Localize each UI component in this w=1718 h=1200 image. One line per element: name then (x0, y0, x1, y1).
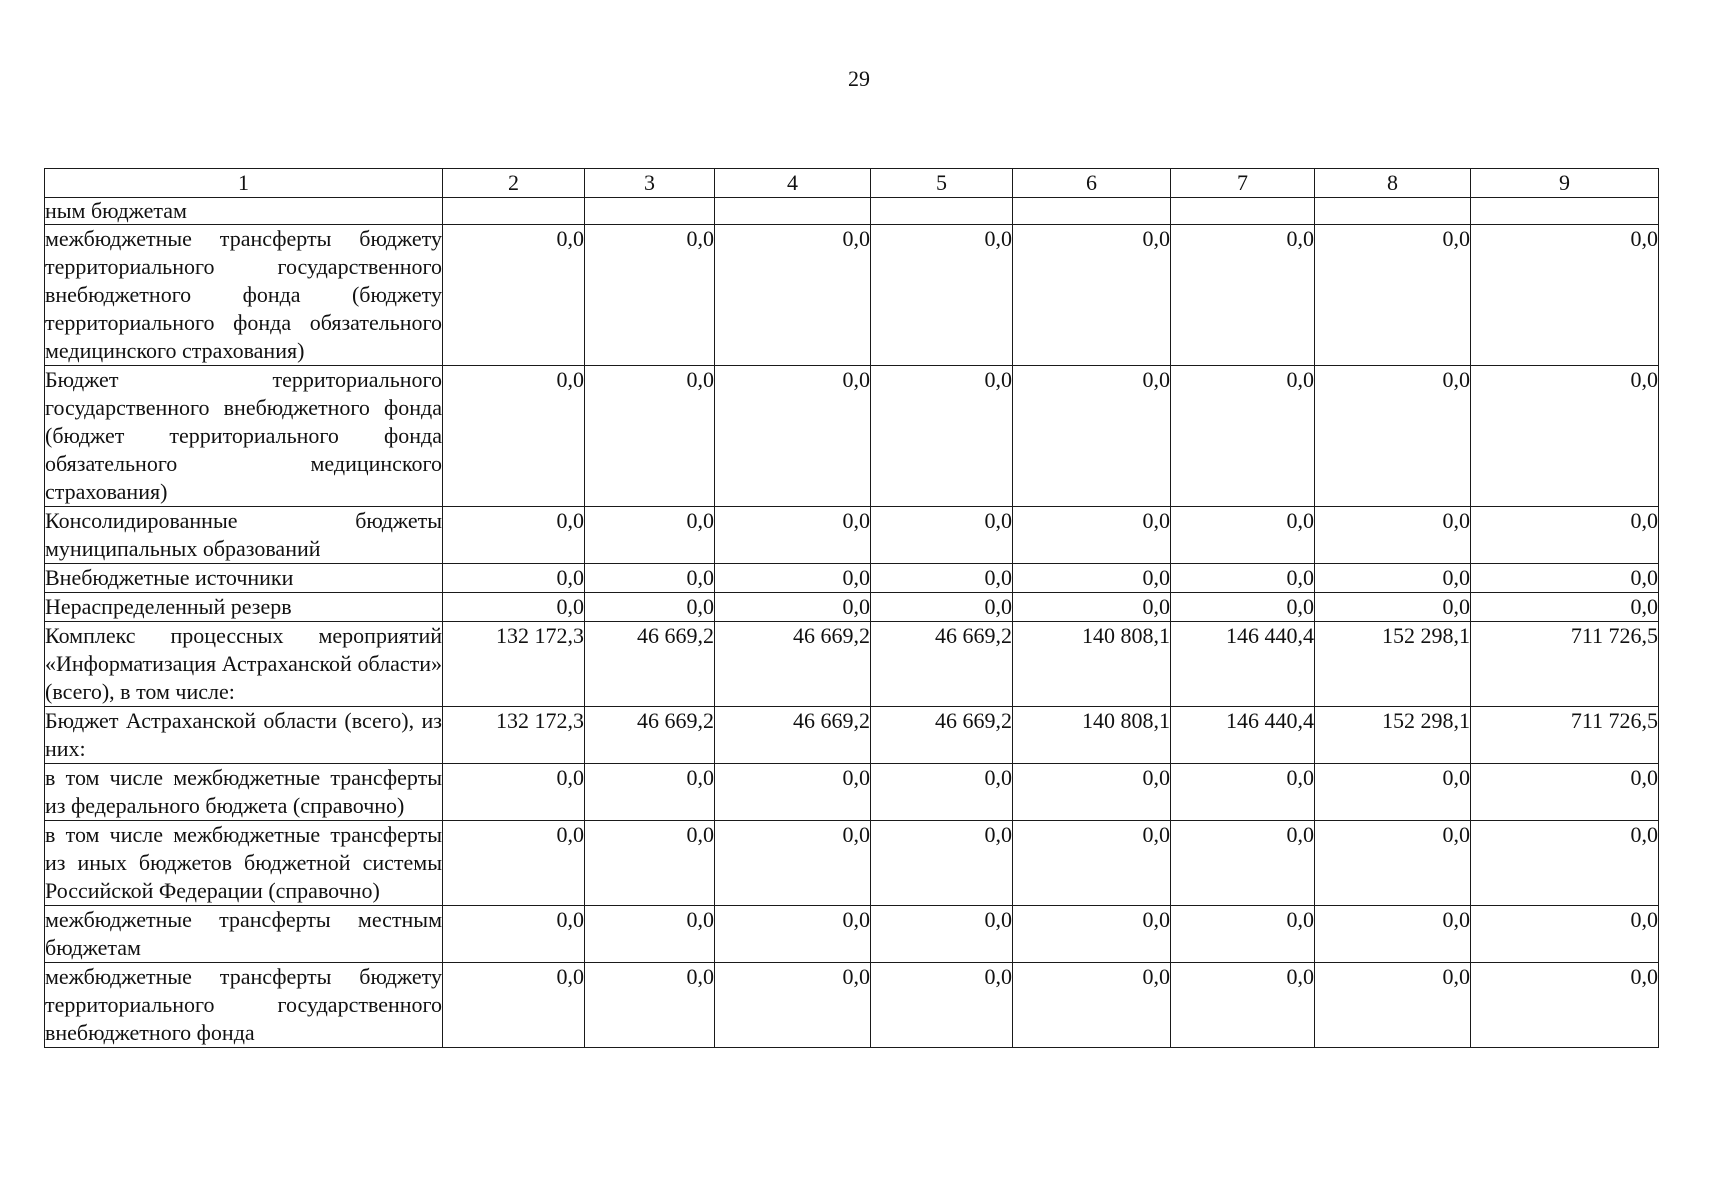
cell-value: 140 808,1 (1013, 707, 1171, 764)
cell-value: 132 172,3 (443, 622, 585, 707)
cell-value: 46 669,2 (871, 707, 1013, 764)
column-header: 7 (1171, 169, 1315, 198)
cell-value: 0,0 (871, 564, 1013, 593)
cell-value (1471, 198, 1659, 225)
cell-value: 0,0 (1013, 593, 1171, 622)
row-label: межбюджетные трансферты местным бюджетам (45, 906, 443, 963)
cell-value: 0,0 (1171, 366, 1315, 507)
cell-value: 0,0 (1315, 593, 1471, 622)
cell-value (715, 198, 871, 225)
cell-value: 132 172,3 (443, 707, 585, 764)
cell-value: 0,0 (1315, 507, 1471, 564)
cell-value: 0,0 (1315, 963, 1471, 1048)
cell-value: 0,0 (871, 366, 1013, 507)
table-row (45, 225, 1659, 366)
row-label: межбюджетные трансферты бюджету территориального государственного внебюджетного фонда (45, 963, 443, 1048)
cell-value: 0,0 (715, 225, 871, 366)
row-label: в том числе межбюджетные трансферты из федерального бюджета (справочно) (45, 764, 443, 821)
cell-value: 0,0 (871, 225, 1013, 366)
column-header: 5 (871, 169, 1013, 198)
cell-value: 0,0 (1013, 366, 1171, 507)
cell-value: 0,0 (443, 764, 585, 821)
cell-value: 0,0 (1471, 564, 1659, 593)
cell-value (443, 198, 585, 225)
cell-value: 0,0 (585, 764, 715, 821)
row-label: ным бюджетам (45, 198, 443, 225)
cell-value: 0,0 (1013, 507, 1171, 564)
cell-value: 0,0 (715, 507, 871, 564)
cell-value: 0,0 (715, 963, 871, 1048)
table-row (45, 507, 1659, 564)
cell-value: 0,0 (443, 507, 585, 564)
cell-value: 0,0 (1471, 507, 1659, 564)
cell-value: 152 298,1 (1315, 622, 1471, 707)
cell-value: 0,0 (585, 821, 715, 906)
column-header: 6 (1013, 169, 1171, 198)
cell-value: 46 669,2 (871, 622, 1013, 707)
cell-value: 0,0 (715, 821, 871, 906)
row-label: межбюджетные трансферты бюджету территориального государственного внебюджетного фонда (бюджету территориального фонда обязательного медицинского страхования) (45, 225, 443, 366)
cell-value: 0,0 (1171, 963, 1315, 1048)
cell-value: 0,0 (585, 225, 715, 366)
cell-value: 0,0 (585, 963, 715, 1048)
cell-value: 0,0 (1171, 564, 1315, 593)
cell-value: 0,0 (443, 225, 585, 366)
cell-value: 0,0 (1315, 821, 1471, 906)
cell-value: 46 669,2 (715, 707, 871, 764)
cell-value: 0,0 (443, 906, 585, 963)
table-row (45, 821, 1659, 906)
cell-value: 0,0 (443, 963, 585, 1048)
cell-value: 0,0 (1471, 593, 1659, 622)
cell-value (1013, 198, 1171, 225)
cell-value: 146 440,4 (1171, 622, 1315, 707)
column-header: 2 (443, 169, 585, 198)
row-label: Нераспределенный резерв (45, 593, 443, 622)
column-header: 9 (1471, 169, 1659, 198)
cell-value: 0,0 (1171, 764, 1315, 821)
cell-value: 140 808,1 (1013, 622, 1171, 707)
cell-value: 0,0 (1013, 963, 1171, 1048)
cell-value: 0,0 (1471, 821, 1659, 906)
table-row (45, 366, 1659, 507)
cell-value: 46 669,2 (585, 622, 715, 707)
row-label: Бюджет территориального государственного внебюджетного фонда (бюджет территориального фонда обязательного медицинского страхования) (45, 366, 443, 507)
cell-value: 0,0 (443, 366, 585, 507)
row-label: Внебюджетные источники (45, 564, 443, 593)
column-number-row (45, 169, 1659, 198)
cell-value: 0,0 (1315, 906, 1471, 963)
cell-value: 0,0 (1171, 906, 1315, 963)
cell-value (1315, 198, 1471, 225)
cell-value: 711 726,5 (1471, 622, 1659, 707)
cell-value: 0,0 (585, 906, 715, 963)
cell-value: 711 726,5 (1471, 707, 1659, 764)
cell-value (871, 198, 1013, 225)
cell-value (585, 198, 715, 225)
cell-value: 0,0 (1471, 225, 1659, 366)
table-row (45, 764, 1659, 821)
cell-value: 146 440,4 (1171, 707, 1315, 764)
cell-value: 152 298,1 (1315, 707, 1471, 764)
row-label: Комплекс процессных мероприятий «Информатизация Астраханской области» (всего), в том числе: (45, 622, 443, 707)
cell-value: 0,0 (585, 564, 715, 593)
cell-value: 0,0 (715, 593, 871, 622)
column-header: 1 (45, 169, 443, 198)
budget-table (44, 168, 1659, 1048)
cell-value: 0,0 (1315, 564, 1471, 593)
row-label: Консолидированные бюджеты муниципальных образований (45, 507, 443, 564)
cell-value: 0,0 (1171, 507, 1315, 564)
table-row (45, 906, 1659, 963)
cell-value: 0,0 (1013, 821, 1171, 906)
cell-value: 0,0 (715, 764, 871, 821)
cell-value: 0,0 (1171, 225, 1315, 366)
cell-value: 0,0 (871, 906, 1013, 963)
cell-value: 0,0 (1315, 366, 1471, 507)
page-number: 29 (848, 66, 870, 91)
cell-value: 0,0 (871, 963, 1013, 1048)
table-row (45, 622, 1659, 707)
cell-value: 0,0 (871, 507, 1013, 564)
cell-value: 0,0 (715, 906, 871, 963)
cell-value: 0,0 (715, 366, 871, 507)
cell-value: 0,0 (1013, 764, 1171, 821)
column-header: 8 (1315, 169, 1471, 198)
cell-value: 0,0 (715, 564, 871, 593)
cell-value: 0,0 (443, 564, 585, 593)
cell-value (1171, 198, 1315, 225)
table-row (45, 198, 1659, 225)
cell-value: 0,0 (585, 593, 715, 622)
table-row (45, 707, 1659, 764)
cell-value: 46 669,2 (715, 622, 871, 707)
table-row (45, 564, 1659, 593)
row-label: в том числе межбюджетные трансферты из иных бюджетов бюджетной системы Российской Федерации (справочно) (45, 821, 443, 906)
cell-value: 0,0 (871, 764, 1013, 821)
cell-value: 0,0 (1013, 225, 1171, 366)
column-header: 3 (585, 169, 715, 198)
table-row (45, 963, 1659, 1048)
cell-value: 0,0 (1471, 764, 1659, 821)
cell-value: 0,0 (443, 821, 585, 906)
cell-value: 0,0 (585, 366, 715, 507)
cell-value: 0,0 (871, 593, 1013, 622)
cell-value: 0,0 (443, 593, 585, 622)
cell-value: 0,0 (1315, 225, 1471, 366)
cell-value: 0,0 (1013, 564, 1171, 593)
cell-value: 0,0 (1315, 764, 1471, 821)
cell-value: 0,0 (1471, 963, 1659, 1048)
cell-value: 0,0 (1171, 821, 1315, 906)
cell-value: 0,0 (585, 507, 715, 564)
table-row (45, 593, 1659, 622)
cell-value: 0,0 (1471, 906, 1659, 963)
column-header: 4 (715, 169, 871, 198)
cell-value: 0,0 (1471, 366, 1659, 507)
cell-value: 0,0 (871, 821, 1013, 906)
cell-value: 46 669,2 (585, 707, 715, 764)
cell-value: 0,0 (1171, 593, 1315, 622)
row-label: Бюджет Астраханской области (всего), из них: (45, 707, 443, 764)
cell-value: 0,0 (1013, 906, 1171, 963)
